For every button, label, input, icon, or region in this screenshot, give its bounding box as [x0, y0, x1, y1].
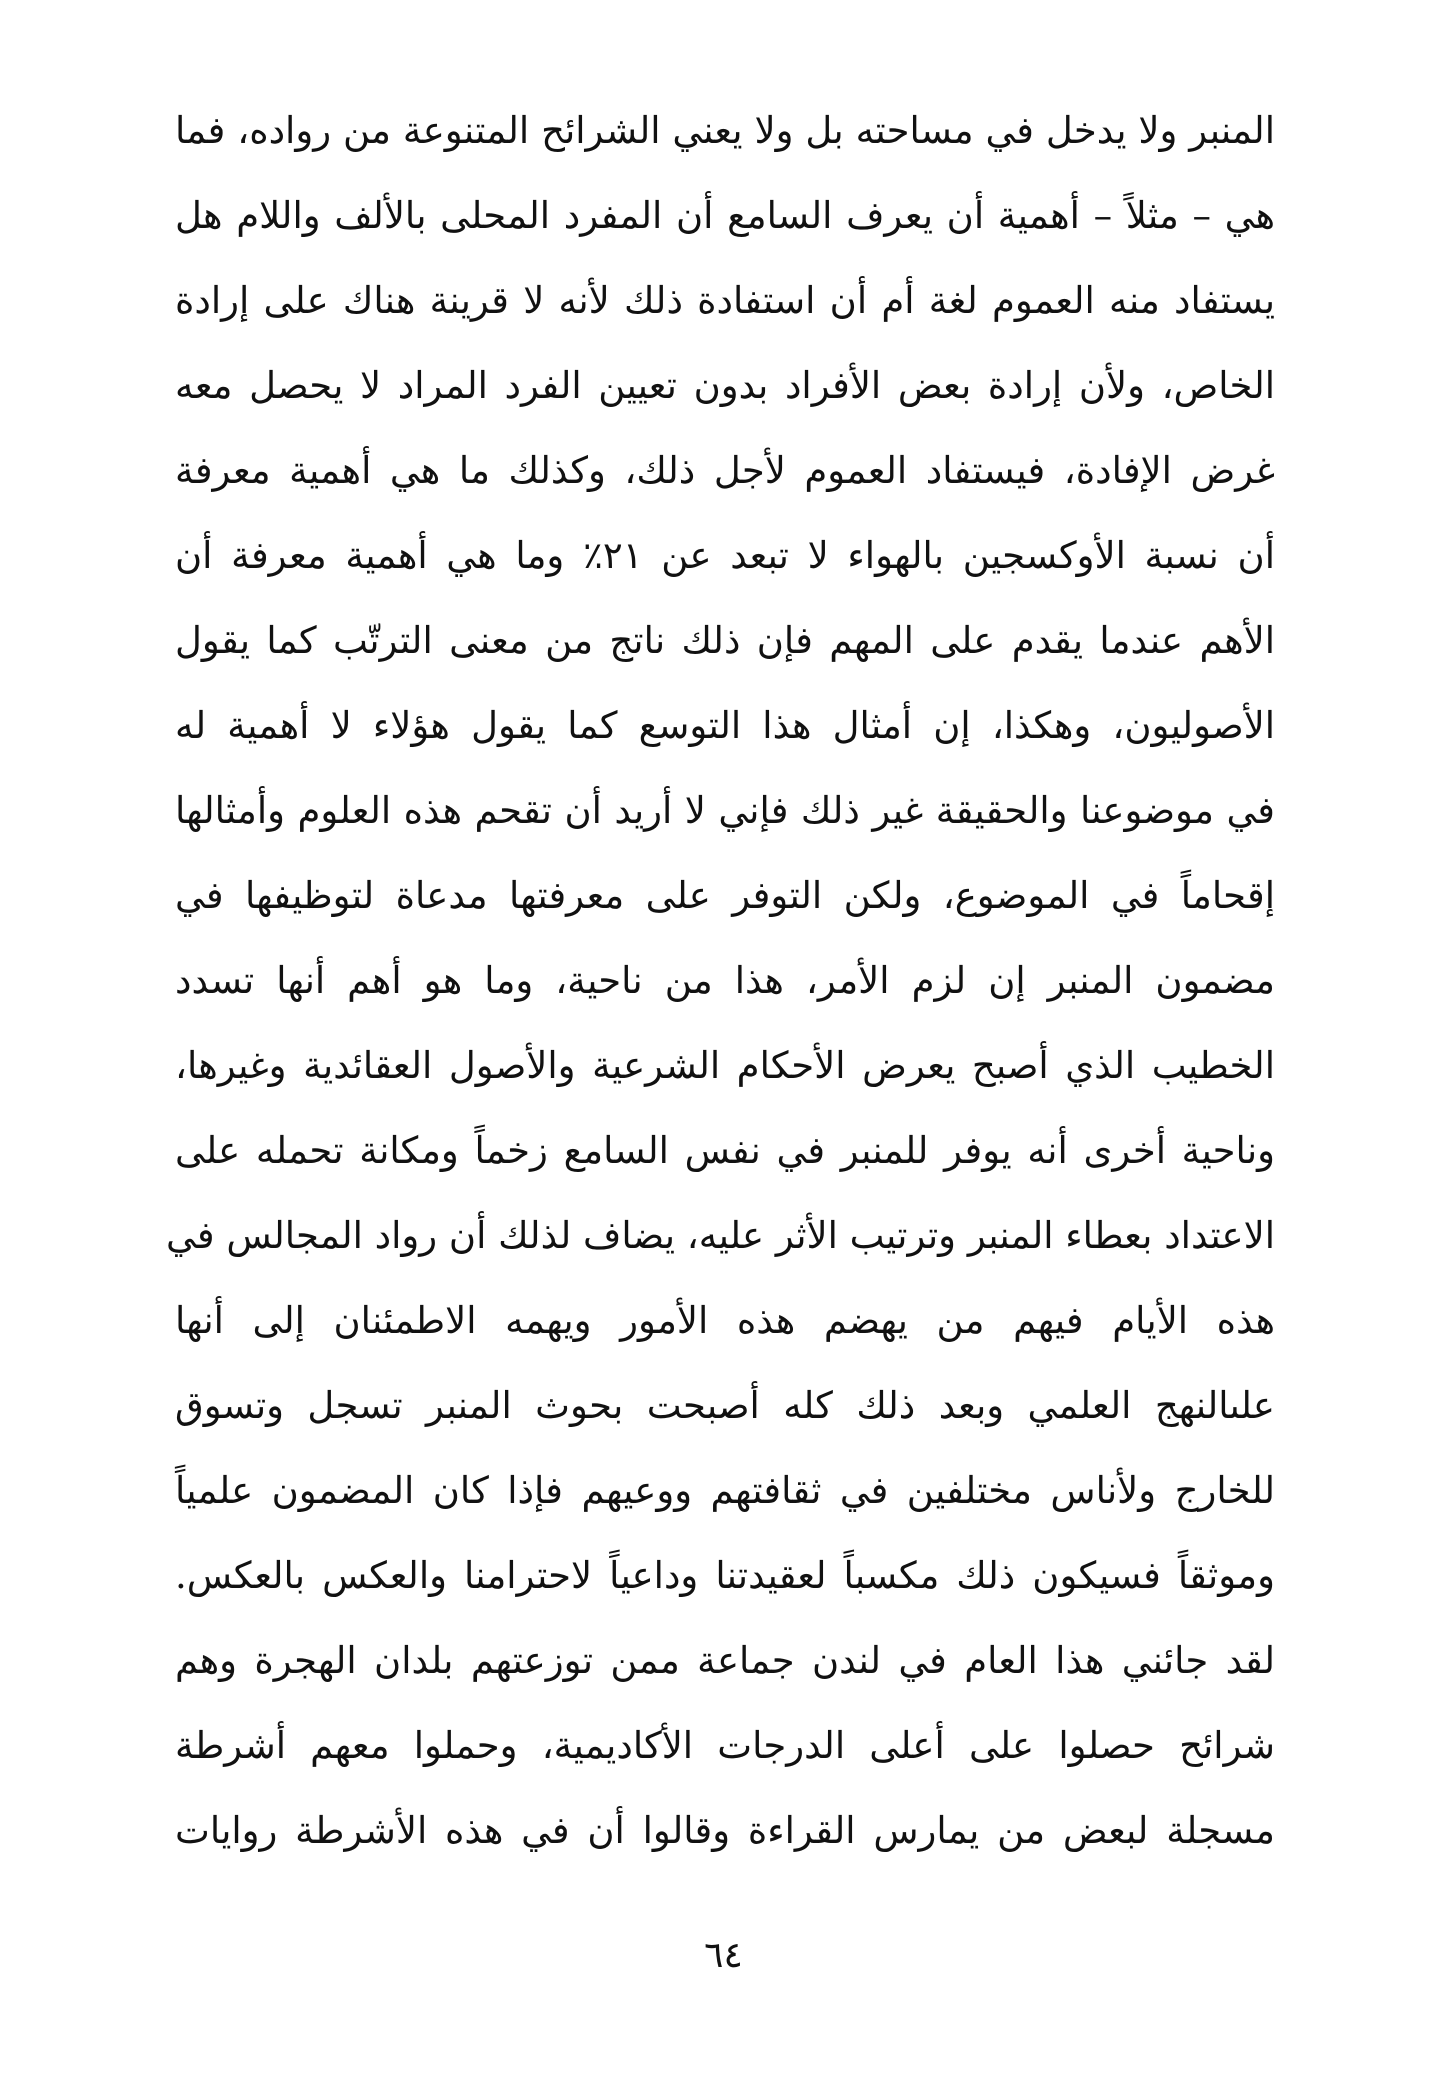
text-line: علىالنهج العلمي وبعد ذلك كله أصبحت بحوث المنبر تسجل وتسوق: [175, 1384, 1275, 1427]
text-line: في موضوعنا والحقيقة غير ذلك فإني لا أريد أن تقحم هذه العلوم وأمثالها: [175, 789, 1275, 832]
text-line: لقد جائني هذا العام في لندن جماعة ممن توزعتهم بلدان الهجرة وهم: [175, 1639, 1275, 1682]
text-line: هي – مثلاً – أهمية أن يعرف السامع أن المفرد المحلى بالألف واللام هل: [175, 194, 1275, 237]
text-line: الخاص، ولأن إرادة بعض الأفراد بدون تعيين الفرد المراد لا يحصل معه: [175, 364, 1275, 407]
text-line: الأهم عندما يقدم على المهم فإن ذلك ناتج من معنى الترتّب كما يقول: [175, 619, 1275, 662]
text-line: وناحية أخرى أنه يوفر للمنبر في نفس السامع زخماً ومكانة تحمله على: [175, 1129, 1275, 1172]
text-line: الاعتداد بعطاء المنبر وترتيب الأثر عليه، يضاف لذلك أن رواد المجالس في: [166, 1214, 1275, 1257]
text-line: للخارج ولأناس مختلفين في ثقافتهم ووعيهم فإذا كان المضمون علمياً: [175, 1469, 1275, 1512]
text-line: المنبر ولا يدخل في مساحته بل ولا يعني الشرائح المتنوعة من رواده، فما: [175, 109, 1275, 152]
page-number: ٦٤: [704, 1935, 743, 1976]
text-line: شرائح حصلوا على أعلى الدرجات الأكاديمية، وحملوا معهم أشرطة: [175, 1724, 1275, 1767]
text-line: الخطيب الذي أصبح يعرض الأحكام الشرعية والأصول العقائدية وغيرها،: [175, 1044, 1275, 1087]
text-line: إقحاماً في الموضوع، ولكن التوفر على معرفتها مدعاة لتوظيفها في: [175, 874, 1275, 917]
text-line: أن نسبة الأوكسجين بالهواء لا تبعد عن ٢١٪ وما هي أهمية معرفة أن: [175, 534, 1275, 577]
text-line: هذه الأيام فيهم من يهضم هذه الأمور ويهمه الاطمئنان إلى أنها: [175, 1299, 1275, 1342]
text-line: غرض الإفادة، فيستفاد العموم لأجل ذلك، وكذلك ما هي أهمية معرفة: [175, 449, 1275, 492]
body-text: [166, 88, 1275, 1873]
text-line: يستفاد منه العموم لغة أم أن استفادة ذلك لأنه لا قرينة هناك على إرادة: [175, 279, 1275, 322]
text-line: مسجلة لبعض من يمارس القراءة وقالوا أن في هذه الأشرطة روايات: [175, 1809, 1275, 1852]
text-line: الأصوليون، وهكذا، إن أمثال هذا التوسع كما يقول هؤلاء لا أهمية له: [175, 704, 1275, 747]
text-line: وموثقاً فسيكون ذلك مكسباً لعقيدتنا وداعياً لاحترامنا والعكس بالعكس.: [175, 1554, 1275, 1597]
text-line: مضمون المنبر إن لزم الأمر، هذا من ناحية، وما هو أهم أنها تسدد: [175, 959, 1275, 1002]
